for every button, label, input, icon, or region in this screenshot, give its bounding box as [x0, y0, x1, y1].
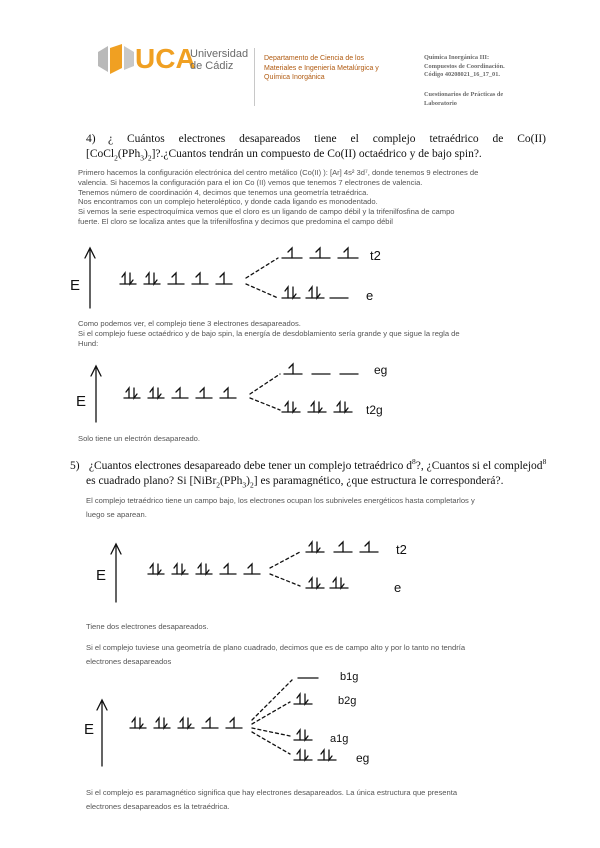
orbital-paired: [120, 273, 136, 284]
subtitle-line-1: Cuestionarios de Prácticas de: [424, 91, 504, 98]
t2g-orbitals: [282, 402, 352, 412]
question-4-text: ¿ Cuántos electrones desapareados tiene el complejo tetraédrico de Co(II): [108, 133, 546, 145]
e-orbitals: [282, 287, 348, 298]
answer-line: Tenemos número de coordinación 4, decimos que tenemos una geometría tetraédrica.: [78, 187, 369, 197]
b2g-orbital: [294, 694, 312, 704]
split-line-down: [246, 284, 278, 298]
a1g-label: a1g: [330, 733, 349, 745]
question-4-line-1: [86, 132, 546, 147]
question-5-answer: [86, 494, 556, 522]
answer-line: valencia. Si hacemos la configuración para el ion Co (II) vemos que tenemos 7 electrones de valencia.: [78, 177, 423, 187]
eg-orbitals: [284, 364, 358, 374]
answer-line: Hund:: [78, 338, 99, 348]
question-4-number: 4): [86, 133, 96, 145]
question-5-line-1: 5) ¿Cuantos electrones desapareado debe tener un complejo tetraédrico $d^8$?, ¿Cuantos si el complejod$^8$: [70, 457, 547, 472]
answer-line: Si vemos la serie espectroquímica vemos que el cloro es un ligando de campo débil y la trifenilfosfina de campo: [78, 207, 455, 217]
d-orbitals: [120, 273, 232, 284]
a1g-orbital: [294, 730, 312, 740]
e-orbitals: [306, 578, 348, 588]
split-line-up: [246, 258, 278, 278]
question-4-conclusion: [78, 434, 558, 444]
question-4-line-2: $[CoCl_2(PPh_3)_2]?.¿Cuantos$ tendrán un compuesto de Co(II) octaédrico y de bajo spin?.: [86, 148, 482, 163]
orbital-paired: [144, 273, 160, 284]
t2-label: t2: [370, 248, 381, 263]
question-4-middle: [78, 319, 558, 348]
department-line-2: Materiales e Ingeniería Metalúrgica y: [264, 64, 379, 72]
answer-line: Nos encontramos con un complejo heteroléptico, y donde cada ligando es monodentado.: [78, 197, 378, 207]
question-5: [70, 454, 550, 492]
answer-line: luego se aparean.: [86, 510, 147, 519]
subtitle-line-2: Laboratorio: [424, 99, 457, 107]
b2g-label: b2g: [338, 695, 357, 707]
energy-label: E: [84, 721, 95, 738]
question-4-answer: [78, 168, 558, 227]
answer-line: Si el complejo fuese octaédrico y de bajo spin, la energía de desdoblamiento sería grande y que sigue la regla de: [78, 328, 460, 338]
answer-line: Si el complejo es paramagnético significa que hay electrones desapareados. La única estructura que presenta: [86, 788, 458, 797]
uca-emblem-icon: [96, 42, 136, 78]
answer-line: Tiene dos electrones desapareados.: [86, 622, 209, 631]
university-line-2: de Cádiz: [190, 60, 234, 72]
orbital-single: [168, 273, 184, 284]
t2-orbitals: [282, 248, 358, 258]
d-orbitals: [148, 564, 260, 574]
question-5-number: 5): [70, 459, 80, 472]
answer-line: Solo tiene un electrón desapareado.: [78, 434, 201, 443]
header-divider: [254, 48, 255, 106]
e-label: e: [366, 288, 374, 303]
question-5-final: [86, 786, 556, 814]
answer-line: Si el complejo tuviese una geometría de plano cuadrado, decimos que es de campo alto y por lo tanto no tendría: [86, 643, 466, 652]
university-line-1: Universidad: [190, 48, 249, 60]
b1g-label: b1g: [340, 671, 359, 683]
answer-line: Como podemos ver, el complejo tiene 3 electrones desapareados.: [78, 319, 301, 328]
university-name: [190, 48, 248, 72]
e-label: e: [394, 580, 402, 595]
diagram-octahedral-low-spin: [60, 358, 460, 428]
eg-label: eg: [356, 751, 370, 765]
question-4: [86, 132, 546, 165]
diagram-tetrahedral-co: [60, 238, 460, 316]
energy-label: E: [76, 393, 87, 410]
course-line-1: Química Inorgánica III:: [424, 54, 490, 61]
department-line-1: Departamento de Ciencia de los: [264, 55, 365, 62]
eg-orbitals: [294, 750, 336, 760]
document-subtitle: [424, 91, 564, 108]
orbital-single: [216, 273, 232, 284]
answer-line: fuerte. El cloro se localiza antes que la trifenilfosfina y decimos que predomina el campo débil: [78, 216, 393, 226]
answer-line: El complejo tetraédrico tiene un campo bajo, los electrones ocupan los subniveles energéticos hasta completarlos y: [86, 496, 475, 505]
energy-label: E: [70, 277, 81, 294]
answer-line: Primero hacemos la configuración electrónica del centro metálico (Co(II) ): [Ar] 4s² 3d⁷, donde tenemos 9 electrones de: [78, 168, 479, 177]
department-line-3: Química Inorgánica: [264, 74, 325, 81]
d-orbitals: [130, 718, 242, 728]
diagram-square-planar: [72, 664, 492, 774]
energy-label: E: [96, 567, 107, 584]
eg-label: eg: [374, 363, 388, 377]
diagram-tetrahedral-d8: [80, 532, 480, 610]
question-5-after: [86, 622, 556, 632]
orbital-single: [192, 273, 208, 284]
t2-orbitals: [306, 542, 378, 552]
t2g-label: t2g: [366, 403, 383, 417]
logo-text: UCA: [135, 43, 196, 74]
answer-line: electrones desapareados es la tetraédrica.: [86, 802, 230, 811]
answer-line: electrones desapareados: [86, 657, 172, 666]
question-5-line-2: es cuadrado plano? Si $[NiBr_2(PPh_3)_2]$ es paramagnético, ¿que estructura le corresponderá?.: [86, 474, 504, 490]
department-name: [264, 54, 404, 83]
d-orbitals: [124, 388, 236, 398]
course-line-2: Compuestos de Coordinación.: [424, 62, 505, 70]
course-info: [424, 54, 564, 80]
t2-label: t2: [396, 542, 407, 557]
course-line-3: Código 40208021_16_17_01.: [424, 71, 500, 78]
